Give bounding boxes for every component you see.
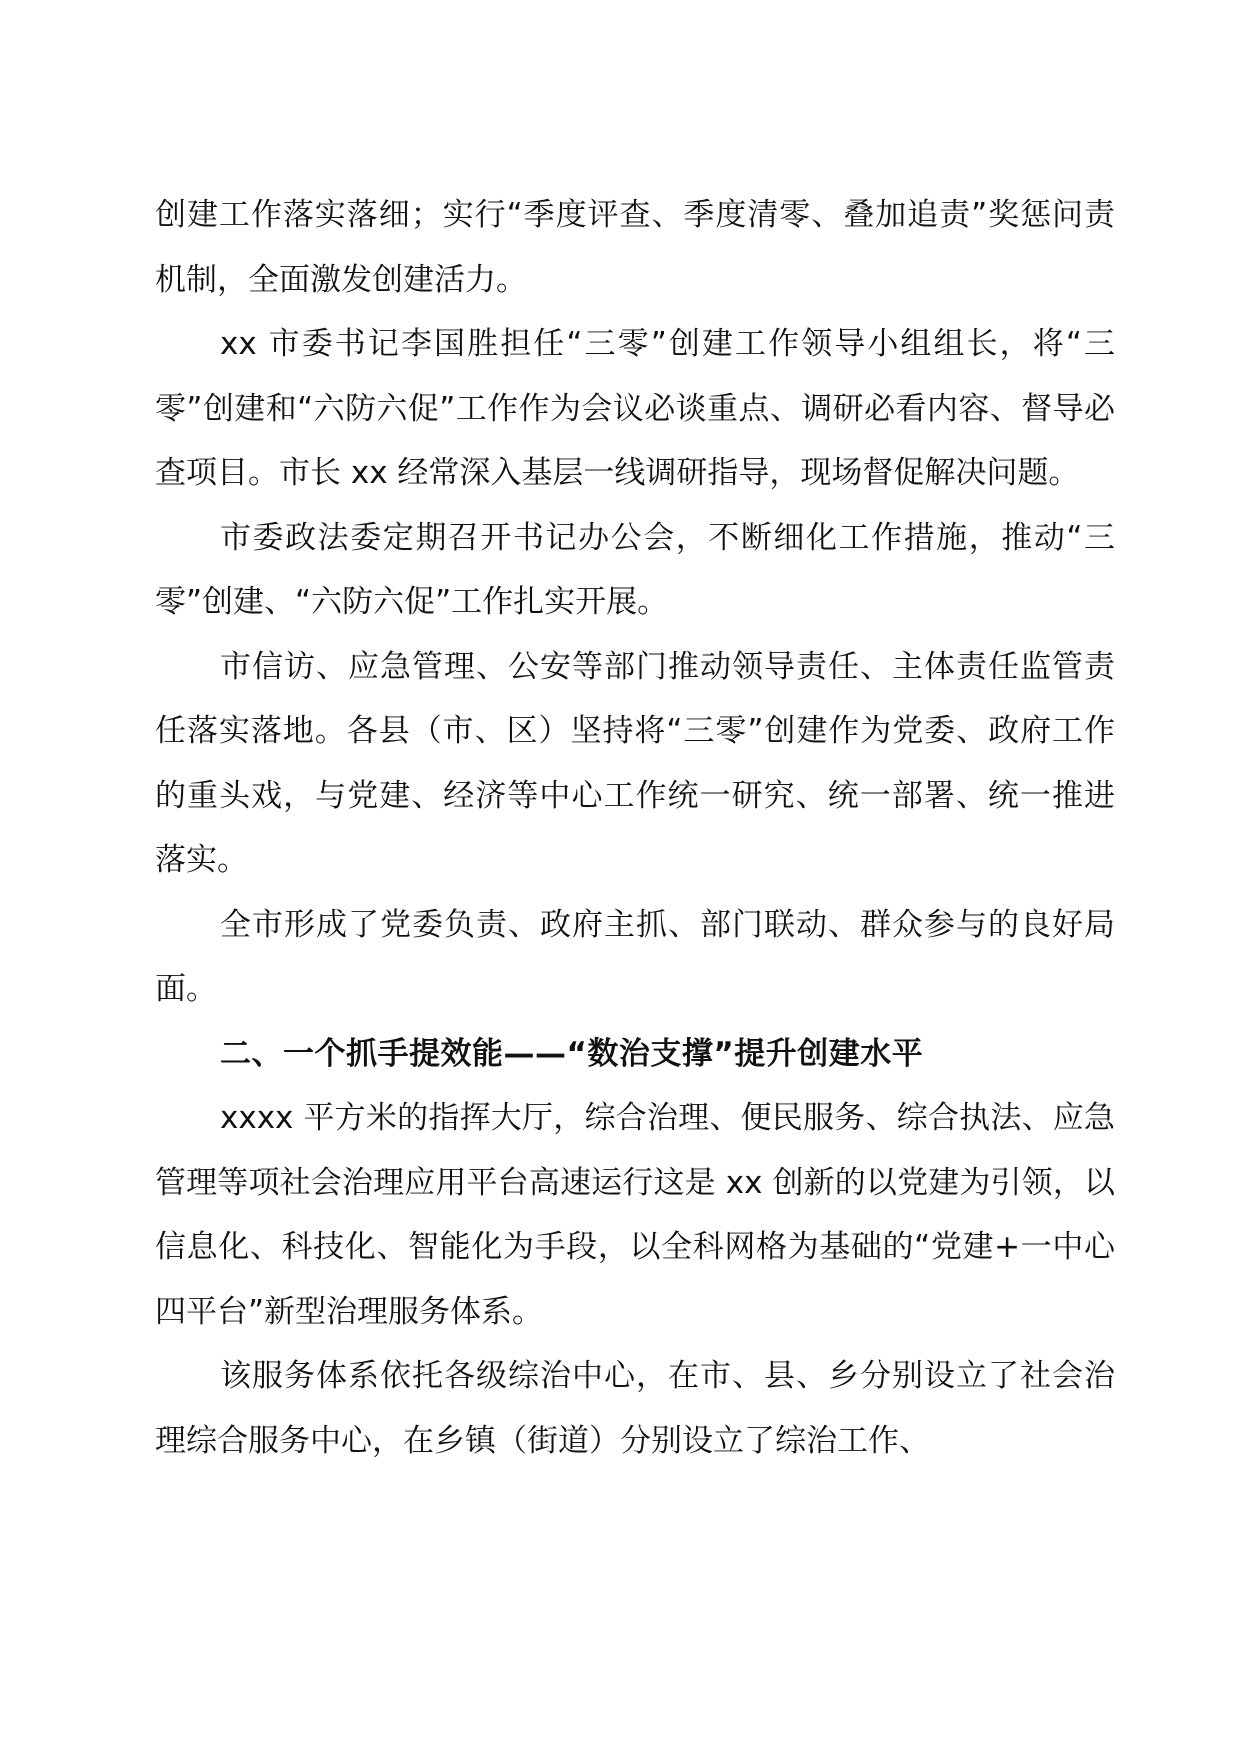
section-heading-digital-governance: 二、一个抓手提效能——“数治支撑”提升创建水平 xyxy=(220,1035,924,1072)
paragraph-party-secretary-leadership: xx 市委书记李国胜担任“三零”创建工作领导小组组长，将“三零”创建和“六防六促”工作作为会议必谈重点、调研必看内容、督导必查项目。市长 xx 经常深入基层一线调研指导，现场督促解决问题。 xyxy=(155,326,1115,491)
paragraph-incentive-mechanism: 创建工作落实落细；实行“季度评查、季度清零、叠加追责”奖惩问责机制，全面激发创建活力。 xyxy=(155,197,1115,298)
document-body xyxy=(155,183,1115,1473)
paragraph-citywide-situation: 全市形成了党委负责、政府主抓、部门联动、群众参与的良好局面。 xyxy=(155,906,1115,1007)
paragraph-service-system: 该服务体系依托各级综治中心，在市、县、乡分别设立了社会治理综合服务中心，在乡镇（街道）分别设立了综治工作、 xyxy=(155,1358,1115,1459)
paragraph-political-legal-committee: 市委政法委定期召开书记办公会，不断细化工作措施，推动“三零”创建、“六防六促”工作扎实开展。 xyxy=(155,519,1115,620)
paragraph-command-hall: xxxx 平方米的指挥大厅，综合治理、便民服务、综合执法、应急管理等项社会治理应用平台高速运行这是 xx 创新的以党建为引领，以信息化、科技化、智能化为手段，以全科网格为基础的“党建+一中心四平台”新型治理服务体系。 xyxy=(155,1100,1115,1330)
paragraph-departments-responsibility: 市信访、应急管理、公安等部门推动领导责任、主体责任监管责任落实落地。各县（市、区）坚持将“三零”创建作为党委、政府工作的重头戏，与党建、经济等中心工作统一研究、统一部署、统一推进落实。 xyxy=(155,648,1115,878)
